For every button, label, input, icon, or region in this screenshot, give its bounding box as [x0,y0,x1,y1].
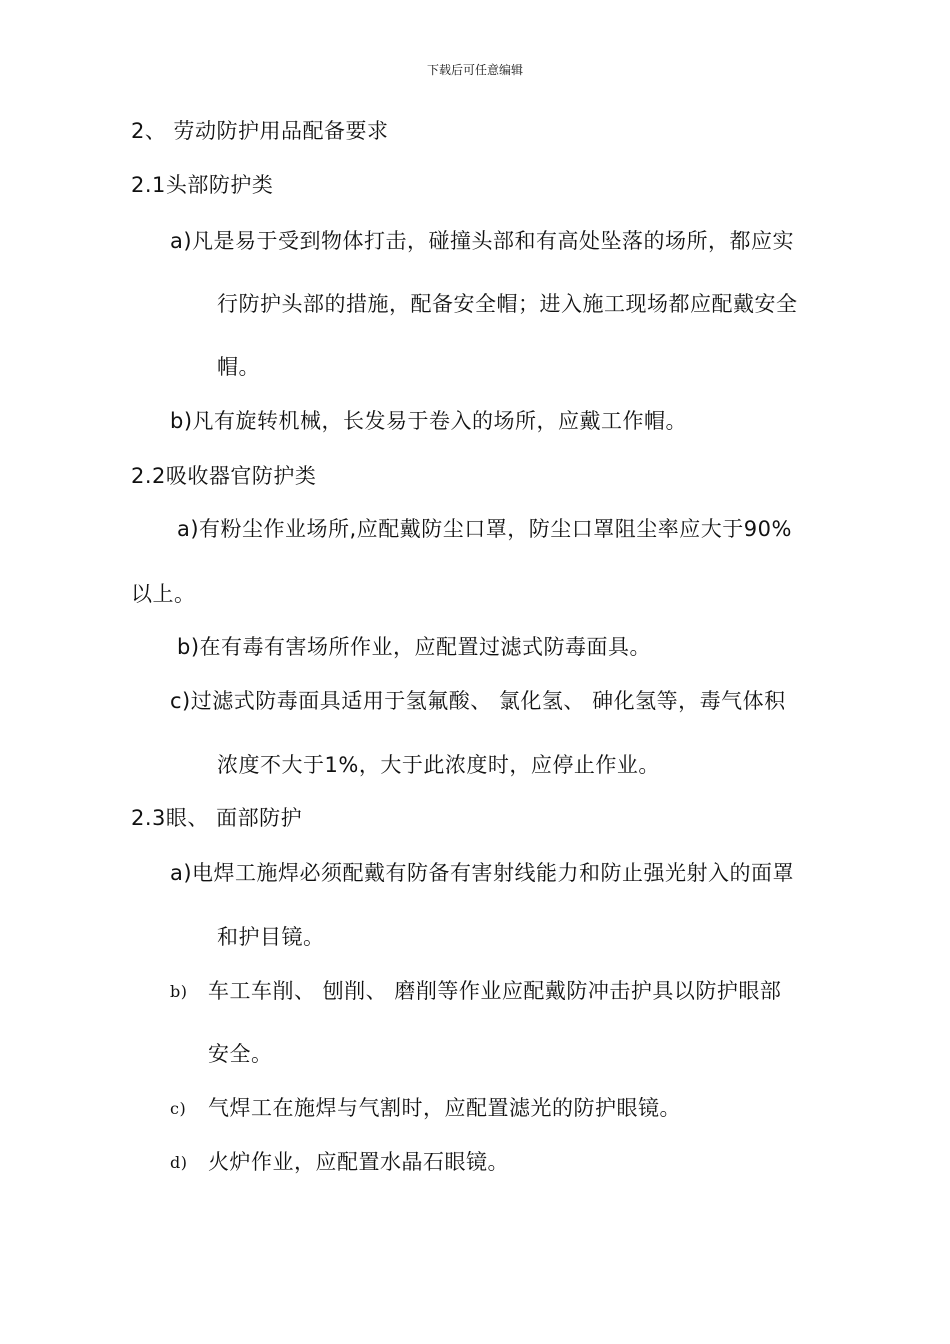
subsection-heading-2-3: 2.3眼、 面部防护 [131,806,303,830]
page-header: 下载后可任意编辑 [426,63,523,77]
list-marker: d) [170,1153,188,1172]
paragraph-line: a)电焊工施焊必须配戴有防备有害射线能力和防止强光射入的面罩 [170,861,795,885]
paragraph-line: 火炉作业，应配置水晶石眼镜。 [208,1150,509,1174]
subsection-heading-2-2: 2.2吸收器官防护类 [131,464,317,488]
section-heading-2: 2、 劳动防护用品配备要求 [131,119,389,143]
paragraph-line: a)凡是易于受到物体打击，碰撞头部和有高处坠落的场所，都应实 [170,229,795,253]
paragraph-line: b)凡有旋转机械，长发易于卷入的场所，应戴工作帽。 [170,409,688,433]
list-marker: c) [170,1099,187,1118]
paragraph-line: 浓度不大于1%，大于此浓度时，应停止作业。 [217,753,660,777]
subsection-heading-2-1: 2.1头部防护类 [131,173,274,197]
paragraph-line: b)在有毒有害场所作业，应配置过滤式防毒面具。 [177,635,652,659]
list-marker: b) [170,982,188,1001]
paragraph-line: 以上。 [131,582,196,606]
paragraph-line: 行防护头部的措施，配备安全帽；进入施工现场都应配戴安全 [217,292,798,316]
paragraph-line: 气焊工在施焊与气割时，应配置滤光的防护眼镜。 [208,1096,681,1120]
paragraph-line: 车工车削、 刨削、 磨削等作业应配戴防冲击护具以防护眼部 [208,979,782,1003]
paragraph-line: c)过滤式防毒面具适用于氢氟酸、 氯化氢、 砷化氢等，毒气体积 [170,689,786,713]
paragraph-line: 安全。 [208,1042,273,1066]
paragraph-line: 和护目镜。 [217,925,325,949]
paragraph-line: 帽。 [217,355,260,379]
paragraph-line: a)有粉尘作业场所,应配戴防尘口罩，防尘口罩阻尘率应大于90% [177,517,792,541]
